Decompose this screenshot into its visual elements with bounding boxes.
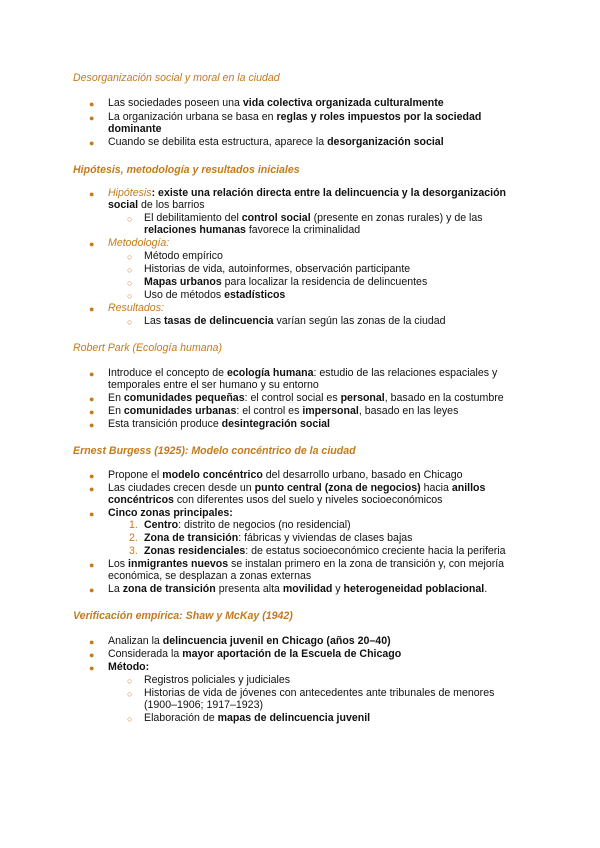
- list-item-continuation: temporales entre el ser humano y su entorno: [108, 379, 319, 391]
- section-heading: Verificación empírica: Shaw y McKay (1942): [73, 610, 293, 622]
- list-item: En comunidades urbanas: el control es impersonal, basado en las leyes: [108, 405, 459, 417]
- sub-list-item: Uso de métodos estadísticos: [144, 289, 286, 301]
- list-item: Esta transición produce desintegración social: [108, 418, 330, 430]
- section-heading: Hipótesis, metodología y resultados iniciales: [73, 164, 300, 176]
- list-item: Propone el modelo concéntrico del desarrollo urbano, basado en Chicago: [108, 469, 463, 481]
- sub-list-item: Historias de vida, autoinformes, observación participante: [144, 263, 411, 275]
- bullet-icon: ●: [89, 189, 95, 199]
- list-item: Considerada la mayor aportación de la Escuela de Chicago: [108, 648, 402, 660]
- bullet-icon: ●: [89, 484, 95, 494]
- sub-bullet-icon: ○: [127, 317, 133, 327]
- list-item: Analizan la delincuencia juvenil en Chicago (años 20–40): [108, 635, 391, 647]
- bullet-icon: ●: [89, 650, 95, 660]
- bullet-icon: ●: [89, 509, 95, 519]
- bullet-icon: ●: [89, 471, 95, 481]
- sub-list-item: Registros policiales y judiciales: [144, 674, 291, 686]
- list-item-label: Resultados:: [108, 302, 164, 314]
- section-heading: Desorganización social y moral en la ciudad: [73, 72, 280, 84]
- list-item: Las ciudades crecen desde un punto central (zona de negocios) hacia anillos: [108, 482, 486, 494]
- section-heading: Ernest Burgess (1925): Modelo concéntrico de la ciudad: [73, 445, 356, 457]
- list-item: La organización urbana se basa en reglas y roles impuestos por la sociedad: [108, 111, 482, 123]
- list-item: Hipótesis: existe una relación directa entre la delincuencia y la desorganización: [108, 187, 507, 199]
- sub-list-item: Método empírico: [144, 250, 223, 262]
- sub-bullet-icon: ○: [127, 714, 133, 724]
- sub-bullet-icon: ○: [127, 265, 133, 275]
- list-number: 1.: [129, 519, 138, 531]
- bullet-icon: ●: [89, 113, 95, 123]
- sub-list-item: El debilitamiento del control social (presente en zonas rurales) y de las: [144, 212, 483, 224]
- list-item-continuation: dominante: [108, 123, 162, 135]
- list-item: La zona de transición presenta alta movilidad y heterogeneidad poblacional.: [108, 583, 488, 595]
- list-item: Cinco zonas principales:: [108, 507, 233, 519]
- bullet-icon: ●: [89, 663, 95, 673]
- sub-list-item: Mapas urbanos para localizar la residencia de delincuentes: [144, 276, 428, 288]
- sub-bullet-icon: ○: [127, 689, 133, 699]
- list-item: Los inmigrantes nuevos se instalan primero en la zona de transición y, con mejoría: [108, 558, 505, 570]
- bullet-icon: ●: [89, 369, 95, 379]
- numbered-item: Centro: distrito de negocios (no residencial): [144, 519, 351, 531]
- sub-bullet-icon: ○: [127, 291, 133, 301]
- bullet-icon: ●: [89, 304, 95, 314]
- bullet-icon: ●: [89, 585, 95, 595]
- sub-bullet-icon: ○: [127, 214, 133, 224]
- sub-bullet-icon: ○: [127, 252, 133, 262]
- sub-list-item-continuation: relaciones humanas favorece la criminalidad: [144, 224, 361, 236]
- list-item-continuation: concéntricos con diferentes usos del suelo y niveles socioeconómicos: [108, 494, 443, 506]
- bullet-icon: ●: [89, 407, 95, 417]
- sub-list-item-continuation: (1900–1906; 1917–1923): [144, 699, 263, 711]
- section-heading: Robert Park (Ecología humana): [73, 342, 222, 354]
- numbered-item: Zonas residenciales: de estatus socioeconómico creciente hacia la periferia: [144, 545, 506, 557]
- sub-bullet-icon: ○: [127, 676, 133, 686]
- sub-bullet-icon: ○: [127, 278, 133, 288]
- list-item: Introduce el concepto de ecología humana: estudio de las relaciones espaciales y: [108, 367, 498, 379]
- sub-list-item: Historias de vida de jóvenes con antecedentes ante tribunales de menores: [144, 687, 495, 699]
- list-item: Las sociedades poseen una vida colectiva organizada culturalmente: [108, 97, 444, 109]
- list-item-continuation: social de los barrios: [108, 199, 205, 211]
- numbered-item: Zona de transición: fábricas y viviendas de clases bajas: [144, 532, 413, 544]
- list-item: Cuando se debilita esta estructura, aparece la desorganización social: [108, 136, 444, 148]
- list-number: 2.: [129, 532, 138, 544]
- bullet-icon: ●: [89, 560, 95, 570]
- list-item-continuation: económica, se desplazan a zonas externas: [108, 570, 312, 582]
- sub-list-item: Elaboración de mapas de delincuencia juvenil: [144, 712, 371, 724]
- list-item: En comunidades pequeñas: el control social es personal, basado en la costumbre: [108, 392, 504, 404]
- list-number: 3.: [129, 545, 138, 557]
- list-item-label: Metodología:: [108, 237, 170, 249]
- bullet-icon: ●: [89, 239, 95, 249]
- bullet-icon: ●: [89, 394, 95, 404]
- sub-list-item: Las tasas de delincuencia varían según las zonas de la ciudad: [144, 315, 446, 327]
- bullet-icon: ●: [89, 420, 95, 430]
- bullet-icon: ●: [89, 138, 95, 148]
- list-item: Método:: [108, 661, 150, 673]
- bullet-icon: ●: [89, 637, 95, 647]
- bullet-icon: ●: [89, 99, 95, 109]
